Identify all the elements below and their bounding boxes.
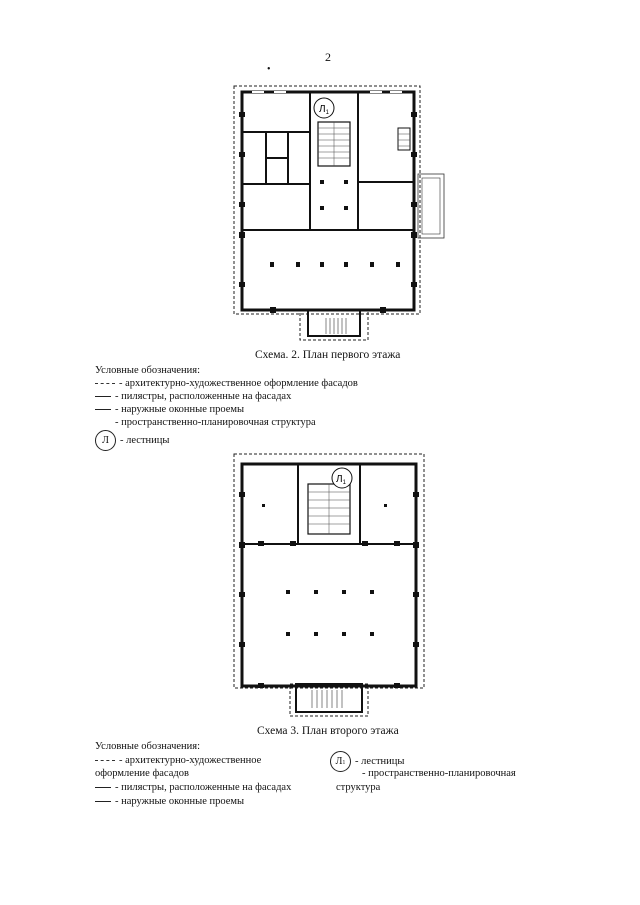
legend2-title: Условные обозначения: [95, 741, 201, 752]
legend1-item-structure: - пространственно-планировочная структура [115, 417, 316, 428]
legend2-item-facade: - архитектурно-художественное [95, 754, 261, 767]
side-stair [398, 128, 410, 150]
legend2-item-facade-cont: оформление фасадов [95, 768, 189, 779]
legend2-item-pilasters: - пилястры, расположенные на фасадах [95, 781, 291, 794]
stair-marker-label: $Л_1$ [336, 474, 346, 486]
page-dot: • [267, 64, 271, 75]
hall-columns [270, 180, 400, 267]
solid-line-icon [95, 409, 111, 410]
legend2-item-structure-cont: структура [336, 782, 381, 793]
first-floor-plan [230, 82, 455, 344]
dashed-line-icon [95, 383, 115, 384]
facade-outline [234, 86, 420, 314]
stair-marker-label: $Л_1$ [319, 104, 329, 116]
dashed-line-icon [95, 760, 115, 761]
solid-line-icon [95, 801, 111, 802]
outer-walls [242, 92, 414, 310]
stair-circle-icon: Л [95, 430, 116, 451]
legend2-item-windows: - наружные оконные проемы [95, 795, 244, 808]
page-number: 2 [325, 50, 331, 64]
legend2-item-structure: - пространственно-планировочная [362, 768, 516, 779]
legend1-item-windows: - наружные оконные проемы [95, 403, 244, 416]
porch-steps [326, 318, 346, 334]
solid-line-icon [95, 787, 111, 788]
scheme2-caption: Схема. 2. План первого этажа [255, 349, 401, 361]
legend1-item-stairs: Л - лестницы [95, 430, 169, 451]
legend1-item-facade: - архитектурно-художественное оформление фасадов [95, 377, 358, 390]
core-stair-steps [318, 122, 350, 166]
scheme3-caption: Схема 3. План второго этажа [257, 725, 399, 737]
core-stair-steps [308, 484, 350, 534]
second-floor-plan [232, 452, 428, 720]
legend1-item-pilasters: - пилястры, расположенные на фасадах [95, 390, 291, 403]
legend2-item-stairs: Л 1 - лестницы [330, 751, 404, 772]
legend1-title: Условные обозначения: [95, 365, 201, 376]
porch-steps [312, 690, 342, 708]
stair-circle-icon: Л 1 [330, 751, 351, 772]
solid-line-icon [95, 396, 111, 397]
